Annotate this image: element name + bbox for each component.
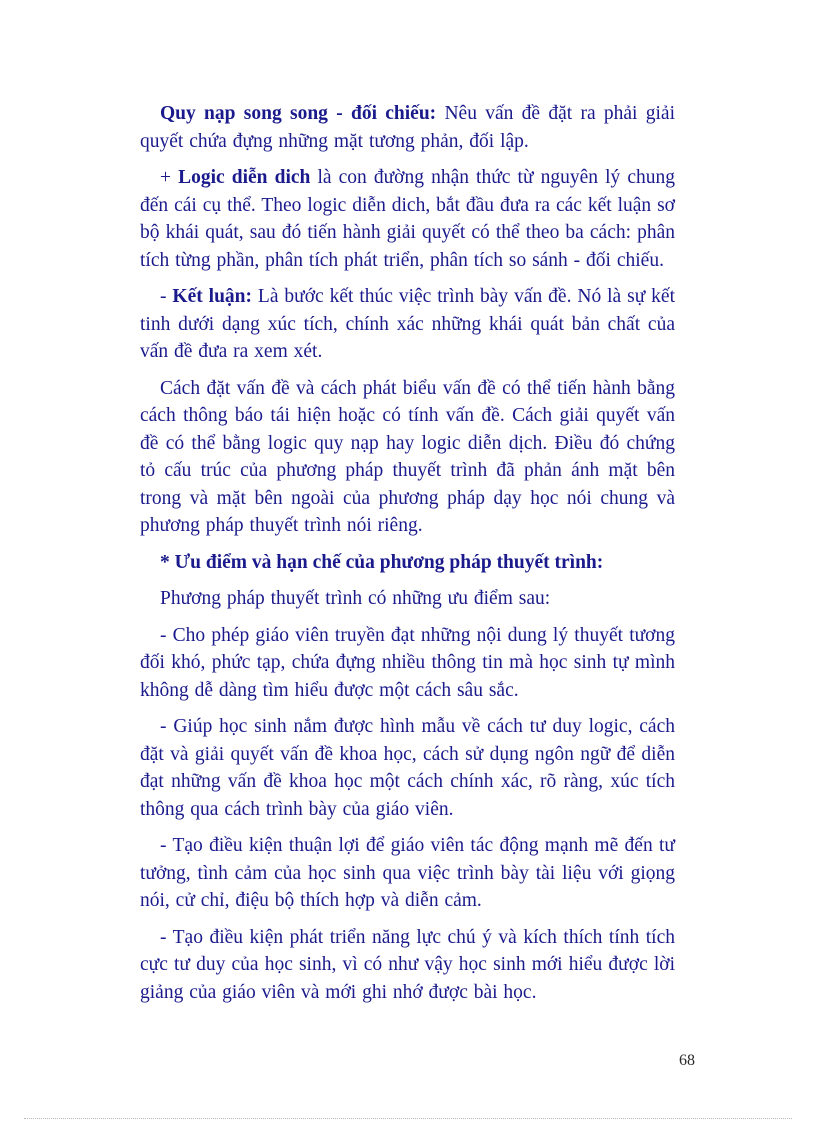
paragraph-problem-approach — [140, 375, 675, 540]
advantage-item-2: - Giúp học sinh nắm được hình mẫu về cách tư duy logic, cách đặt và giải quyết vấn đề khoa học, cách sử dụng ngôn ngữ để diễn đạt những vấn đề khoa học một cách chính xác, rõ ràng, xúc tích thông qua cách trình bày của giáo viên. — [140, 716, 675, 820]
paragraph-lead: Quy nạp song song - đối chiếu: — [160, 103, 437, 124]
paragraph-text: là con đường nhận thức từ nguyên lý chung đến cái cụ thể. Theo logic diễn dich, bắt đầu đưa ra các kết luận sơ bộ khái quát, sau đó tiến hành giải quyết có thể theo ba cách: phân tích từng phần, phân tích phát triển, phân tích so sánh - đối chiếu. — [140, 167, 676, 271]
paragraph-conclusion — [140, 283, 675, 366]
advantage-item-4: - Tạo điều kiện phát triển năng lực chú ý và kích thích tính tích cực tư duy của học sinh, vì có như vậy học sinh mới hiểu được lời giảng của giáo viên và mới ghi nhớ được bài học. — [140, 926, 675, 1003]
advantage-item-3: - Tạo điều kiện thuận lợi để giáo viên tác động mạnh mẽ đến tư tưởng, tình cảm của học sinh qua việc trình bày tài liệu với giọng nói, cử chỉ, điệu bộ thích hợp và diễn cảm. — [140, 835, 675, 911]
paragraph-text: Cách đặt vấn đề và cách phát biểu vấn đề có thể tiến hành bằng cách thông báo tái hiện hoặc có tính vấn đề. Cách giải quyết vấn đề có thể bằng logic quy nạp hay logic diễn dịch. Điều đó chứng tỏ cấu trúc của phương pháp thuyết trình đã phản ánh mặt bên trong và mặt bên ngoài của phương pháp dạy học nói chung và phương pháp thuyết trình nói riêng. — [140, 377, 675, 536]
paragraph-lead: Kết luận: — [172, 286, 253, 307]
paragraph-deductive-logic — [140, 164, 675, 274]
advantages-intro: Phương pháp thuyết trình có những ưu điểm sau: — [160, 588, 551, 609]
paragraph-parallel-induction — [140, 100, 675, 155]
footer-divider — [24, 1118, 792, 1119]
paragraph-text: Nêu vấn đề đặt ra phải giải quyết chứa đựng những mặt tương phản, đối lập. — [140, 103, 675, 152]
document-page — [140, 100, 675, 1015]
section-heading: * Ưu điểm và hạn chế của phương pháp thuyết trình: — [160, 551, 604, 573]
paragraph-text: Là bước kết thúc việc trình bày vấn đề. Nó là sự kết tinh dưới dạng xúc tích, chính xác những khái quát bản chất của vấn đề đưa ra xem xét. — [140, 286, 676, 362]
paragraph-lead: Logic diễn dich — [178, 167, 311, 188]
paragraph-prefix: - — [160, 286, 173, 307]
page-number: 68 — [679, 1052, 695, 1069]
advantage-item-1: - Cho phép giáo viên truyền đạt những nội dung lý thuyết tương đối khó, phức tạp, chứa đựng nhiều thông tin mà học sinh tự mình không dễ dàng tìm hiểu được một cách sâu sắc. — [140, 624, 675, 701]
paragraph-prefix: + — [160, 167, 179, 188]
